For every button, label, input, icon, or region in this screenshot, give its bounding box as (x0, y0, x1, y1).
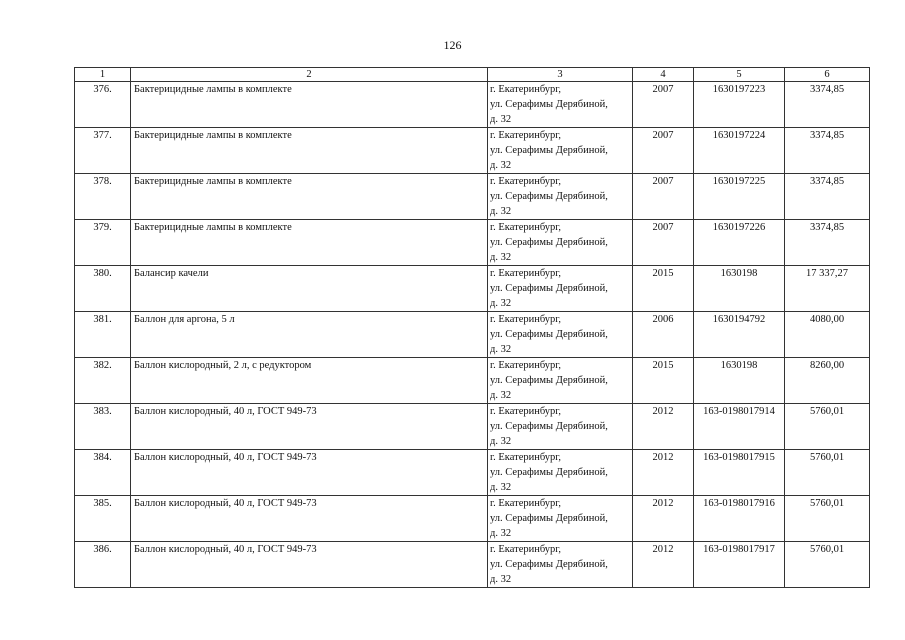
table-row (75, 312, 870, 358)
address-line: ул. Серафимы Дерябиной, (490, 375, 608, 386)
address-line: ул. Серафимы Дерябиной, (490, 467, 608, 478)
inventory-number: 1630197223 (694, 82, 785, 128)
item-cost: 3374,85 (785, 220, 870, 266)
address-line: д. 32 (490, 482, 512, 493)
table-row (75, 496, 870, 542)
address-line: д. 32 (490, 298, 512, 309)
address-line: г. Екатеринбург, (490, 84, 562, 95)
item-year: 2012 (633, 404, 694, 450)
item-address (488, 220, 633, 266)
item-address (488, 82, 633, 128)
item-year: 2007 (633, 82, 694, 128)
row-number: 376. (75, 82, 131, 128)
inventory-number: 1630198 (694, 266, 785, 312)
item-name: Баллон кислородный, 40 л, ГОСТ 949-73 (131, 496, 488, 542)
row-number: 383. (75, 404, 131, 450)
item-year: 2007 (633, 128, 694, 174)
address-line: д. 32 (490, 252, 512, 263)
item-name: Бактерицидные лампы в комплекте (131, 174, 488, 220)
address-line: ул. Серафимы Дерябиной, (490, 559, 608, 570)
row-number: 386. (75, 542, 131, 588)
column-header-1: 1 (75, 68, 131, 82)
address-line: г. Екатеринбург, (490, 406, 562, 417)
table-row (75, 358, 870, 404)
item-name: Бактерицидные лампы в комплекте (131, 82, 488, 128)
item-cost: 17 337,27 (785, 266, 870, 312)
table-row (75, 542, 870, 588)
item-name: Баллон кислородный, 40 л, ГОСТ 949-73 (131, 542, 488, 588)
inventory-number: 163-0198017917 (694, 542, 785, 588)
address-line: г. Екатеринбург, (490, 314, 562, 325)
table-row (75, 404, 870, 450)
item-year: 2007 (633, 174, 694, 220)
table-body (75, 82, 870, 588)
row-number: 382. (75, 358, 131, 404)
address-line: г. Екатеринбург, (490, 360, 562, 371)
address-line: ул. Серафимы Дерябиной, (490, 283, 608, 294)
property-table (74, 67, 870, 588)
address-line: д. 32 (490, 160, 512, 171)
item-name: Балансир качели (131, 266, 488, 312)
column-header-6: 6 (785, 68, 870, 82)
address-line: д. 32 (490, 344, 512, 355)
inventory-number: 1630198 (694, 358, 785, 404)
address-line: д. 32 (490, 390, 512, 401)
address-line: д. 32 (490, 436, 512, 447)
inventory-number: 163-0198017915 (694, 450, 785, 496)
item-cost: 5760,01 (785, 450, 870, 496)
address-line: ул. Серафимы Дерябиной, (490, 191, 608, 202)
address-line: д. 32 (490, 206, 512, 217)
item-cost: 8260,00 (785, 358, 870, 404)
item-address (488, 312, 633, 358)
column-header-4: 4 (633, 68, 694, 82)
table-row (75, 128, 870, 174)
address-line: д. 32 (490, 574, 512, 585)
table-row (75, 82, 870, 128)
item-address (488, 450, 633, 496)
address-line: д. 32 (490, 114, 512, 125)
row-number: 377. (75, 128, 131, 174)
address-line: ул. Серафимы Дерябиной, (490, 513, 608, 524)
item-year: 2015 (633, 358, 694, 404)
address-line: ул. Серафимы Дерябиной, (490, 99, 608, 110)
address-line: ул. Серафимы Дерябиной, (490, 329, 608, 340)
address-line: ул. Серафимы Дерябиной, (490, 237, 608, 248)
row-number: 384. (75, 450, 131, 496)
item-cost: 3374,85 (785, 128, 870, 174)
row-number: 378. (75, 174, 131, 220)
table-row (75, 266, 870, 312)
address-line: г. Екатеринбург, (490, 176, 562, 187)
column-header-2: 2 (131, 68, 488, 82)
item-year: 2012 (633, 542, 694, 588)
inventory-number: 163-0198017916 (694, 496, 785, 542)
inventory-number: 1630197224 (694, 128, 785, 174)
item-address (488, 266, 633, 312)
address-line: ул. Серафимы Дерябиной, (490, 421, 608, 432)
address-line: г. Екатеринбург, (490, 130, 562, 141)
table-row (75, 174, 870, 220)
item-address (488, 128, 633, 174)
item-address (488, 174, 633, 220)
row-number: 379. (75, 220, 131, 266)
address-line: г. Екатеринбург, (490, 544, 562, 555)
page-number: 126 (443, 38, 462, 52)
item-name: Баллон кислородный, 40 л, ГОСТ 949-73 (131, 404, 488, 450)
inventory-number: 1630194792 (694, 312, 785, 358)
table-row (75, 450, 870, 496)
column-header-5: 5 (694, 68, 785, 82)
item-year: 2007 (633, 220, 694, 266)
item-address (488, 496, 633, 542)
table-header-row (75, 68, 870, 82)
inventory-number: 163-0198017914 (694, 404, 785, 450)
item-cost: 3374,85 (785, 82, 870, 128)
item-year: 2012 (633, 450, 694, 496)
row-number: 385. (75, 496, 131, 542)
address-line: г. Екатеринбург, (490, 222, 562, 233)
item-year: 2006 (633, 312, 694, 358)
item-name: Бактерицидные лампы в комплекте (131, 220, 488, 266)
column-header-3: 3 (488, 68, 633, 82)
item-year: 2015 (633, 266, 694, 312)
address-line: г. Екатеринбург, (490, 498, 562, 509)
address-line: д. 32 (490, 528, 512, 539)
item-cost: 5760,01 (785, 542, 870, 588)
item-year: 2012 (633, 496, 694, 542)
item-name: Баллон кислородный, 2 л, с редуктором (131, 358, 488, 404)
item-cost: 5760,01 (785, 404, 870, 450)
inventory-number: 1630197225 (694, 174, 785, 220)
address-line: г. Екатеринбург, (490, 268, 562, 279)
item-address (488, 404, 633, 450)
item-name: Баллон кислородный, 40 л, ГОСТ 949-73 (131, 450, 488, 496)
item-name: Баллон для аргона, 5 л (131, 312, 488, 358)
item-address (488, 542, 633, 588)
inventory-number: 1630197226 (694, 220, 785, 266)
item-address (488, 358, 633, 404)
item-cost: 5760,01 (785, 496, 870, 542)
item-cost: 4080,00 (785, 312, 870, 358)
address-line: ул. Серафимы Дерябиной, (490, 145, 608, 156)
table-row (75, 220, 870, 266)
row-number: 381. (75, 312, 131, 358)
item-cost: 3374,85 (785, 174, 870, 220)
item-name: Бактерицидные лампы в комплекте (131, 128, 488, 174)
address-line: г. Екатеринбург, (490, 452, 562, 463)
row-number: 380. (75, 266, 131, 312)
